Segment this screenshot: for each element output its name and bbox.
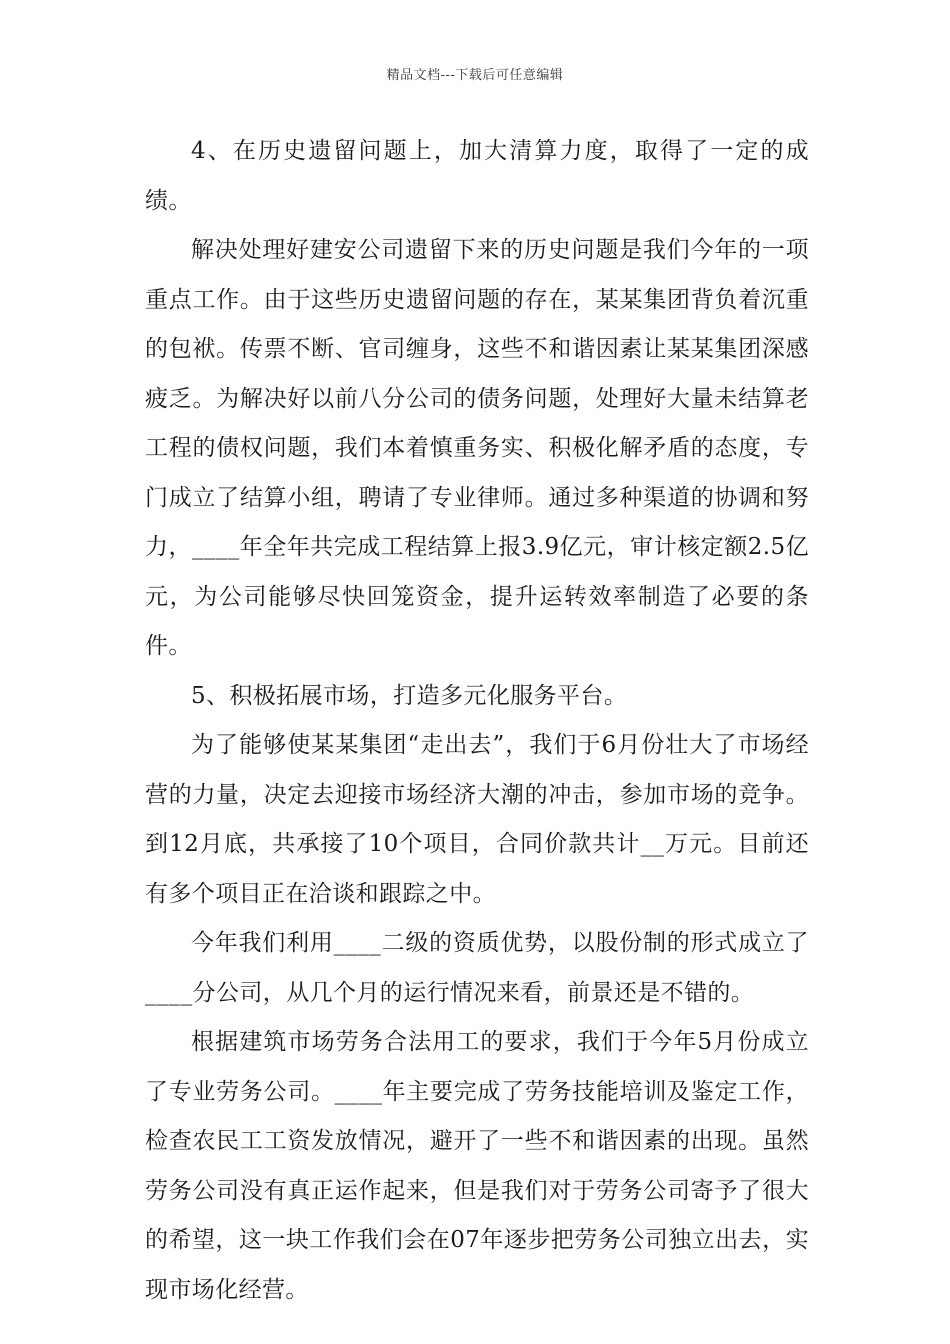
paragraph-branch-company: 今年我们利用____二级的资质优势，以股份制的形式成立了____分公司，从几个月的运行情况来看，前景还是不错的。 xyxy=(145,930,809,1006)
paragraph-section-4-heading: 4、在历史遗留问题上，加大清算力度，取得了一定的成绩。 xyxy=(145,138,809,214)
page-header: 精品文档---下载后可任意编辑 xyxy=(386,68,564,83)
paragraph-history-issues: 解决处理好建安公司遗留下来的历史问题是我们今年的一项重点工作。由于这些历史遗留问题的存在，某某集团背负着沉重的包袱。传票不断、官司缠身，这些不和谐因素让某某集团深感疲乏。为解决好以前八分公司的债务问题，处理好大量未结算老工程的债权问题，我们本着慎重务实、积极化解矛盾的态度，专门成立了结算小组，聘请了专业律师。通过多种渠道的协调和努力，____年全年共完成工程结算上报3.9亿元，审计核定额2.5亿元，为公司能够尽快回笼资金，提升运转效率制造了必要的条件。 xyxy=(145,237,809,659)
document-body xyxy=(145,127,809,1315)
paragraph-labor-company: 根据建筑市场劳务合法用工的要求，我们于今年5月份成立了专业劳务公司。____年主要完成了劳务技能培训及鉴定工作，检查农民工工资发放情况，避开了一些不和谐因素的出现。虽然劳务公司没有真正运作起来，但是我们对于劳务公司寄予了很大的希望，这一块工作我们会在07年逐步把劳务公司独立出去，实现市场化经营。 xyxy=(145,1029,809,1303)
paragraph-section-5-heading: 5、积极拓展市场，打造多元化服务平台。 xyxy=(191,682,628,709)
paragraph-market-expansion: 为了能够使某某集团“走出去”，我们于6月份壮大了市场经营的力量，决定去迎接市场经济大潮的冲击，参加市场的竞争。到12月底，共承接了10个项目，合同价款共计__万元。目前还有多个项目正在洽谈和跟踪之中。 xyxy=(145,732,809,907)
